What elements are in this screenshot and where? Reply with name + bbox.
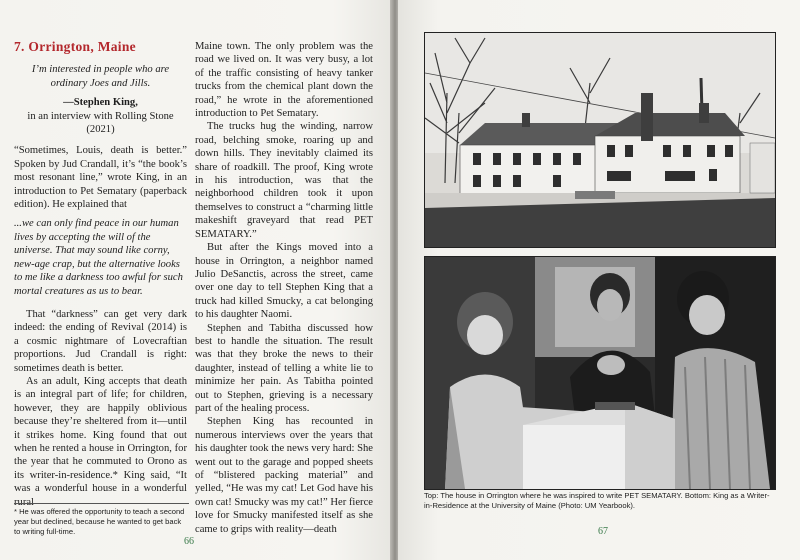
yearbook-photo	[424, 256, 776, 490]
page-number-left: 66	[184, 536, 194, 547]
photo-caption: Top: The house in Orrington where he was inspired to write PET SEMATARY. Bottom: King as a Writer-in-Residence at the University of Maine (Photo: UM Yearbook).	[424, 491, 770, 510]
left-page	[0, 0, 392, 560]
chapter-title: 7. Orrington, Maine	[14, 39, 136, 54]
paragraph: That “darkness” can get very dark indeed: the ending of Revival (2014) is a cosmic nightmare of Lovecraftian proportions. Jud Crandall is right: sometimes death is better.	[14, 308, 187, 374]
footnote: * He was offered the opportunity to teach a second year but declined, because he wanted to get back to writing full-time.	[14, 503, 189, 537]
paragraph: The trucks hug the winding, narrow road, belching smoke, roaring up and down hills. They inevitably claimed its share of roadkill. The proof, King wrote in his introduction, was that the neighborhood children took it upon themselves to construct a “charming little makeshift graveyard that read PET SEMATARY.”	[195, 121, 373, 240]
paragraph: Maine town. The only problem was the road we lived on. It was very busy, a lot of the traffic consisting of heavy tanker trucks from the chemical plant down the road,” he wrote in the aforementioned introduction to Pet Sematary.	[195, 41, 373, 120]
paragraph: As an adult, King accepts that death is an integral part of life; for children, however, they are happily oblivious because they’re sheltered from it—until it strikes home. King found that out when he rented a house in Orrington, for the year that he commuted to Orono as its writer-in-residence.* King said, “It was a wonderful house in a wonderful rural	[14, 375, 187, 508]
paragraph: But after the Kings moved into a house in Orrington, a neighbor named Julio DeSanctis, across the street, came over one day to tell Stephen King that a truck had killed Smucky, a cat belonging to his daughter Naomi.	[195, 242, 373, 321]
right-column	[195, 40, 373, 536]
epigraph-author: —Stephen King,	[63, 97, 138, 109]
epigraph-attribution	[14, 96, 187, 136]
block-quote: ...we can only find peace in our human lives by accepting the will of the universe. That may sound like corny, new-age crap, but the alternative looks to me like a darkness too awful for such mortal creatures as us to bear.	[14, 218, 183, 297]
paragraph: Stephen King has recounted in numerous interviews over the years that his daughter took the news very hard: She went out to the garage and popped sheets of “blistered packing material” and yelled, “He was my cat! Let God have his own cat! Smucky was my cat!” Her fierce love for Smucky manifested itself as she came to grips with reality—death	[195, 416, 373, 535]
house-photo	[424, 32, 776, 248]
paragraph: Stephen and Tabitha discussed how best to handle the situation. The result was that they broke the news to their daughter, instead of telling a white lie to minimize her pain. As Tabitha pointed out to Stephen, grieving is a necessary part of the healing process.	[195, 322, 373, 414]
left-column	[14, 40, 187, 509]
paragraph: “Sometimes, Louis, death is better.” Spoken by Jud Crandall, it’s “the book’s most resonant line,” wrote King, in an introduction to Pet Sematary (paperback edition). He explained that	[14, 145, 187, 211]
epigraph-source: in an interview with Rolling Stone (2021)	[27, 110, 174, 136]
page-number-right: 67	[598, 526, 608, 537]
epigraph: I’m interested in people who are ordinary Joes and Jills.	[31, 64, 170, 89]
